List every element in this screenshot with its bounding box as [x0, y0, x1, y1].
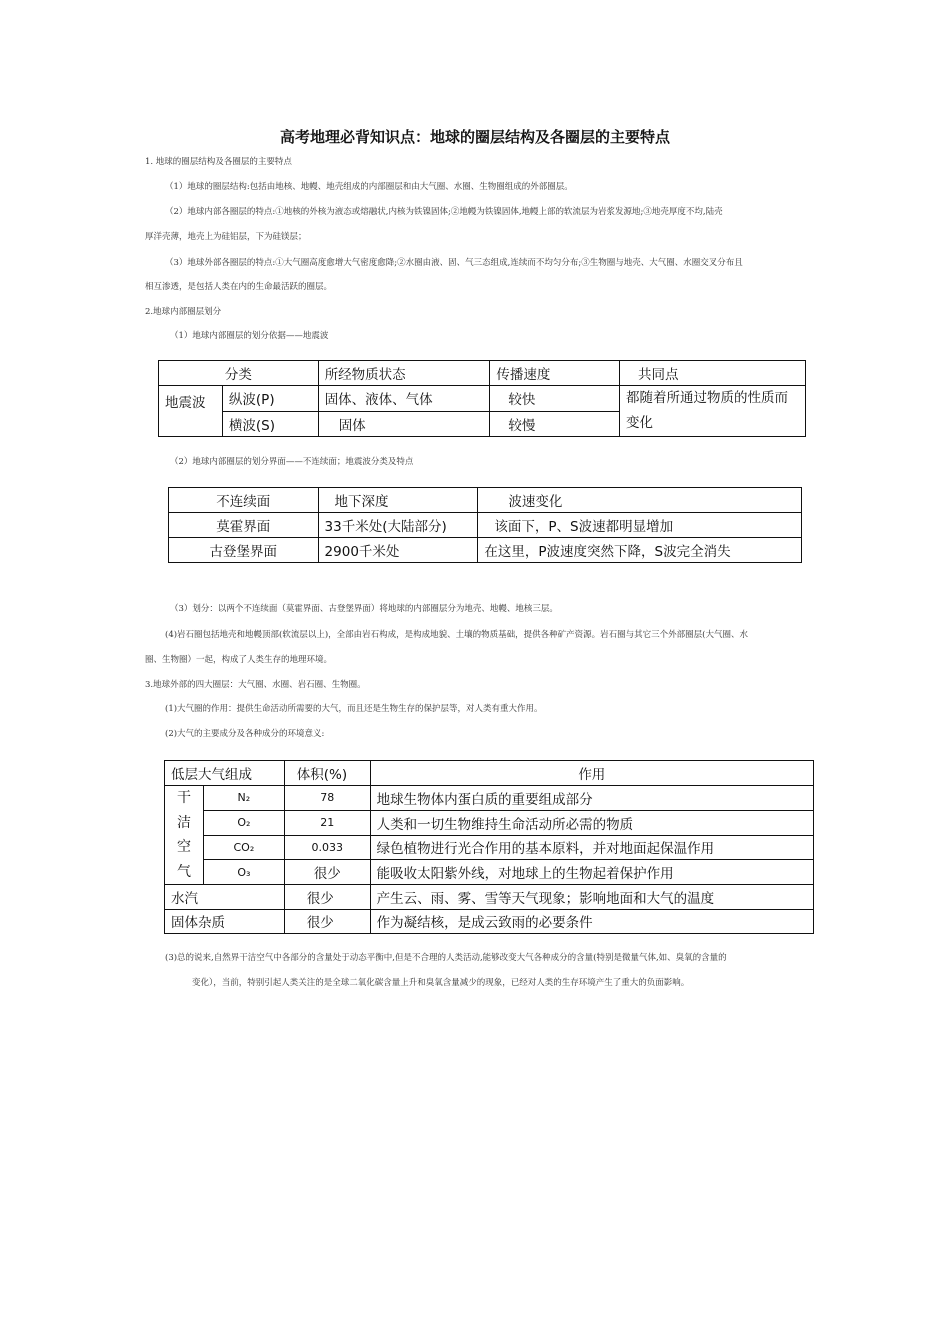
header-role: 作用 [370, 761, 813, 786]
s-wave-speed: 较慢 [490, 411, 620, 437]
moho-depth: 33千米处(大陆部分) [318, 513, 478, 538]
common-line-2: 变化 [626, 415, 654, 431]
gas-role: 地球生物体内蛋白质的重要组成部分 [370, 786, 813, 811]
paragraph-3-3b: 变化），当前，特别引起人类关注的是全球二氧化碳含量上升和臭氧含量减少的现象，已经对人类的生存环境产生了重大的负面影响。 [192, 978, 690, 988]
paragraph-1-1: （1）地球的圈层结构:包括由地核、地幔、地壳组成的内部圈层和由大气圈、水圈、生物圈组成的外部圈层。 [165, 182, 573, 192]
gas-name: O₂ [203, 810, 284, 835]
gas-volume: 0.033 [284, 835, 370, 860]
solid-role: 作为凝结核，是成云致雨的必要条件 [370, 909, 813, 934]
s-wave-state: 固体 [318, 411, 490, 437]
dry-air-char: 气 [176, 863, 191, 880]
table-row [165, 786, 814, 811]
paragraph-2-4b: 圈、生物圈）一起，构成了人类生存的地理环境。 [145, 655, 333, 665]
s-wave-name: 横波(S) [222, 411, 318, 437]
header-depth: 地下深度 [318, 488, 478, 513]
page-title: 高考地理必背知识点：地球的圈层结构及各圈层的主要特点 [279, 128, 670, 146]
header-composition: 低层大气组成 [165, 761, 285, 786]
gas-volume: 很少 [284, 860, 370, 885]
gas-name: CO₂ [203, 835, 284, 860]
table-row [165, 835, 814, 860]
paragraph-2-3: （3）划分：以两个不连续面（莫霍界面、古登堡界面）将地球的内部圈层分为地壳、地幔、地核三层。 [170, 604, 558, 614]
gas-role: 绿色植物进行光合作用的基本原料，并对地面起保温作用 [370, 835, 813, 860]
table-row [165, 885, 814, 910]
paragraph-1-3b: 相互渗透，是包括人类在内的生命最活跃的圈层。 [145, 282, 333, 292]
dry-air-label [165, 786, 204, 885]
dry-air-char: 洁 [176, 814, 191, 831]
common-line-1: 都随着所通过物质的性质而 [626, 390, 789, 406]
table-row [165, 860, 814, 885]
seismic-wave-table [158, 360, 806, 437]
discontinuity-table [168, 487, 802, 563]
section-2-heading: 2.地球内部圈层划分 [145, 307, 222, 317]
paragraph-3-2: (2)大气的主要成分及各种成分的环境意义: [165, 729, 325, 739]
header-state: 所经物质状态 [318, 361, 490, 386]
table-row [169, 513, 802, 538]
moho-velocity: 该面下，P、S波速都明显增加 [478, 513, 802, 538]
gas-role: 人类和一切生物维持生命活动所必需的物质 [370, 810, 813, 835]
paragraph-2-1: （1）地球内部圈层的划分依据——地震波 [170, 331, 329, 341]
paragraph-2-4a: (4)岩石圈包括地壳和地幔顶部(软流层以上)，全部由岩石构成，是构成地貌、土壤的物质基础，提供各种矿产资源。岩石圈与其它三个外部圈层(大气圈、水 [165, 630, 748, 640]
seismic-wave-group: 地震波 [159, 386, 223, 437]
paragraph-3-3a: (3)总的说来,自然界干洁空气中各部分的含量处于动态平衡中,但是不合理的人类活动,能够改变大气各种成分的含量(特别是微量气体,如、臭氧的含量的 [165, 953, 727, 963]
paragraph-1-3a: （3）地球外部各圈层的特点:①大气圈高度愈增大气密度愈降;②水圈由液、固、气三态组成,连续而不均匀分布;③生物圈与地壳、大气圈、水圈交叉分布且 [165, 258, 743, 268]
header-volume: 体积(%) [284, 761, 370, 786]
moho-name: 莫霍界面 [169, 513, 319, 538]
common-feature [620, 386, 806, 437]
solid-name: 固体杂质 [165, 909, 285, 934]
section-3-heading: 3.地球外部的四大圈层：大气圈、水圈、岩石圈、生物圈。 [145, 680, 366, 690]
paragraph-3-1: (1)大气圈的作用：提供生命活动所需要的大气，而且还是生物生存的保护层等，对人类有重大作用。 [165, 704, 543, 714]
gas-name: O₃ [203, 860, 284, 885]
gas-volume: 21 [284, 810, 370, 835]
paragraph-2-2: （2）地球内部圈层的划分界面——不连续面；地震波分类及特点 [170, 457, 414, 467]
header-category: 分类 [159, 361, 319, 386]
gutenberg-velocity: 在这里，P波速度突然下降，S波完全消失 [478, 538, 802, 563]
header-velocity-change: 波速变化 [478, 488, 802, 513]
gutenberg-depth: 2900千米处 [318, 538, 478, 563]
table-row [165, 909, 814, 934]
atmosphere-table [164, 760, 814, 934]
table-row [165, 810, 814, 835]
vapor-name: 水汽 [165, 885, 285, 910]
section-1-heading: 1. 地球的圈层结构及各圈层的主要特点 [145, 157, 292, 167]
gas-role: 能吸收太阳紫外线，对地球上的生物起着保护作用 [370, 860, 813, 885]
gas-name: N₂ [203, 786, 284, 811]
p-wave-speed: 较快 [490, 386, 620, 412]
vapor-volume: 很少 [284, 885, 370, 910]
vapor-role: 产生云、雨、雾、雪等天气现象；影响地面和大气的温度 [370, 885, 813, 910]
solid-volume: 很少 [284, 909, 370, 934]
paragraph-1-2a: （2）地球内部各圈层的特点:①地核的外核为液态或熔融状,内核为铁镍固体;②地幔为铁镍固体,地幔上部的软流层为岩浆发源地;③地壳厚度不均,陆壳 [165, 207, 723, 217]
table-row [169, 538, 802, 563]
p-wave-name: 纵波(P) [222, 386, 318, 412]
paragraph-1-2b: 厚洋壳薄，地壳上为硅铝层，下为硅镁层； [145, 232, 307, 242]
dry-air-char: 干 [176, 790, 191, 806]
header-common: 共同点 [620, 361, 806, 386]
gutenberg-name: 古登堡界面 [169, 538, 319, 563]
header-speed: 传播速度 [490, 361, 620, 386]
gas-volume: 78 [284, 786, 370, 811]
dry-air-char: 空 [176, 839, 191, 855]
p-wave-state: 固体、液体、气体 [318, 386, 490, 412]
header-discontinuity: 不连续面 [169, 488, 319, 513]
